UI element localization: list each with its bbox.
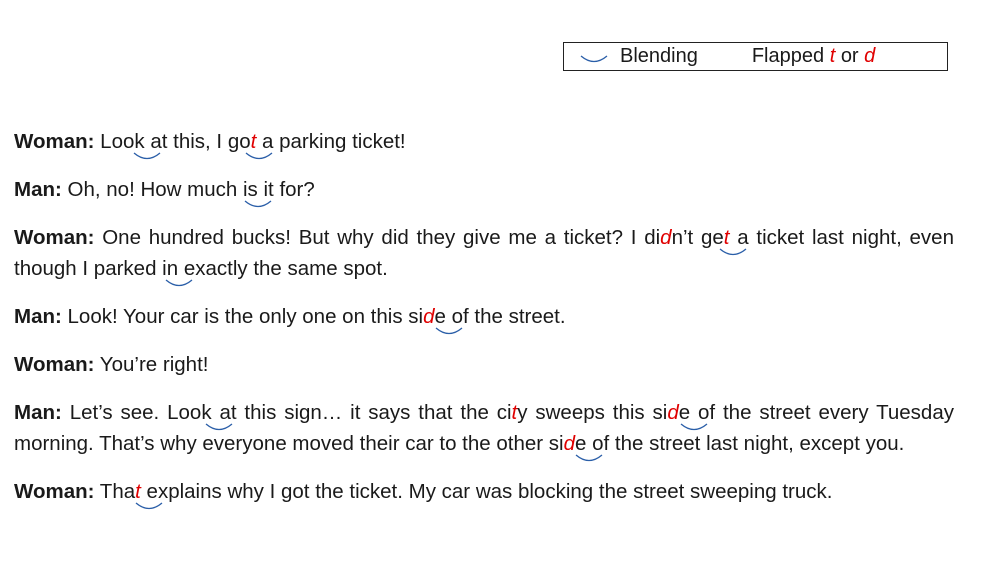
flapped-letter: d <box>660 226 672 249</box>
speaker-label: Woman: <box>14 130 95 153</box>
blending-arc-icon <box>244 200 272 210</box>
text-segment: Look <box>94 130 145 153</box>
dialog-line-6 <box>14 397 954 459</box>
speaker-label: Woman: <box>14 353 95 376</box>
text-segment: y sweeps this si <box>517 401 668 424</box>
text-segment: a <box>737 226 749 249</box>
text-segment: e o <box>678 401 710 424</box>
text-segment: Oh, no! How much <box>61 178 243 201</box>
blend-segment <box>141 480 158 503</box>
text-segment: at this, I go <box>150 130 251 153</box>
text-segment: e o <box>575 432 604 455</box>
flapped-word: Flapped <box>751 45 825 67</box>
text-segment: this sign… it says that the ci <box>236 401 512 424</box>
blending-arc-icon <box>575 454 603 464</box>
legend-blending-label: Blending <box>620 45 698 67</box>
flapped-d: d <box>864 45 876 67</box>
text-segment: in e <box>162 257 196 280</box>
dialog-line-2 <box>14 174 954 205</box>
flapped-letter: d <box>667 401 679 424</box>
blending-arc-icon <box>135 502 163 512</box>
flapped-letter: t <box>723 226 730 249</box>
flapped-letter: t <box>511 401 518 424</box>
dialog-line-1 <box>14 126 954 157</box>
flapped-letter: d <box>563 432 576 455</box>
flapped-t: t <box>829 45 836 67</box>
blend-segment <box>729 226 737 249</box>
legend-box <box>563 42 948 71</box>
speaker-label: Man: <box>14 401 62 424</box>
text-segment: Look! Your car is the only one on this si <box>61 305 424 328</box>
dialog-line-7 <box>14 476 954 507</box>
text-segment: ticket last night, even though I parked <box>14 226 954 280</box>
blend-segment <box>243 178 274 201</box>
blend-segment <box>679 401 710 424</box>
blend-segment <box>256 130 262 153</box>
text-segment: e o <box>434 305 463 328</box>
speaker-label: Man: <box>14 305 62 328</box>
blending-arc-icon <box>435 327 463 337</box>
text-segment: Let’s see. Loo <box>61 401 202 424</box>
dialog-line-4 <box>14 301 954 332</box>
text-segment: xactly the same spot. <box>195 257 388 280</box>
blending-arc-icon <box>580 53 608 65</box>
text-segment: Tha <box>94 480 136 503</box>
legend-flapped-label <box>752 45 875 68</box>
blend-segment <box>145 130 151 153</box>
text-segment: e <box>140 480 158 503</box>
text-segment: f the street every Tuesday morning. That’s why everyone moved their car to the other si <box>14 401 954 455</box>
text-segment: a <box>262 130 274 153</box>
dialog-transcript <box>14 126 954 524</box>
blending-arc-icon <box>719 248 747 258</box>
text-segment: One hundred bucks! But why did they give me a ticket? I di <box>94 226 661 249</box>
flapped-letter: d <box>423 305 435 328</box>
blend-segment <box>201 401 236 424</box>
dialog-line-5 <box>14 349 954 380</box>
text-segment: for? <box>273 178 315 201</box>
blending-arc-icon <box>165 279 193 289</box>
text-segment: n’t ge <box>671 226 724 249</box>
text-segment: parking ticket! <box>273 130 406 153</box>
speaker-label: Man: <box>14 178 62 201</box>
speaker-label: Woman: <box>14 480 95 503</box>
blend-segment <box>435 305 464 328</box>
dialog-line-3 <box>14 222 954 284</box>
text-segment: f the street. <box>463 305 566 328</box>
text-segment: You’re right! <box>94 353 209 376</box>
or-word: or <box>840 45 859 67</box>
speaker-label: Woman: <box>14 226 95 249</box>
text-segment: xplains why I got the ticket. My car was blocking the street sweeping truck. <box>157 480 833 503</box>
text-segment: is it <box>243 178 274 201</box>
blend-segment <box>575 432 604 455</box>
blending-arc-icon <box>133 152 161 162</box>
flapped-letter: t <box>250 130 257 153</box>
text-segment: k at <box>201 401 237 424</box>
blend-segment <box>162 257 195 280</box>
text-segment: f the street last night, except you. <box>603 432 905 455</box>
blending-arc-icon <box>245 152 273 162</box>
flapped-letter: t <box>135 480 141 503</box>
